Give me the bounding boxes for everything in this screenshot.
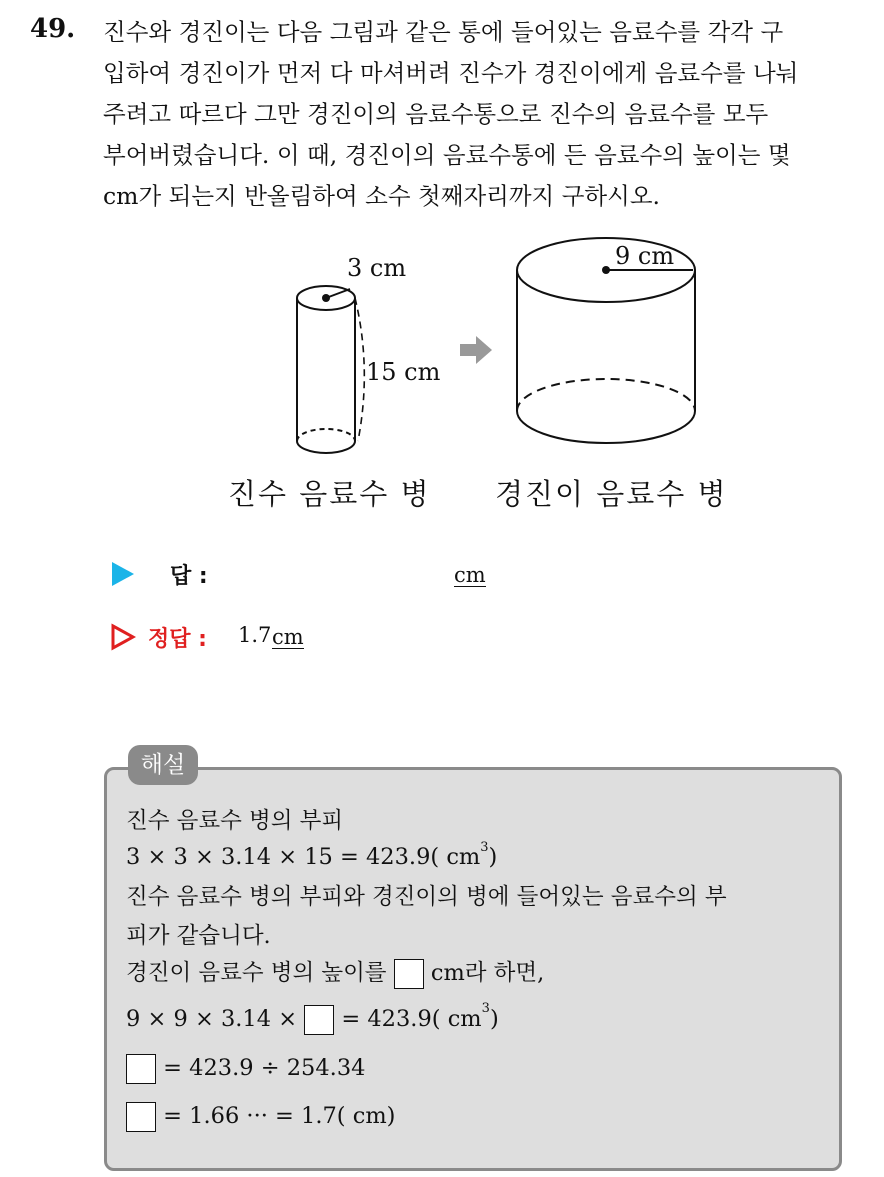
transfer-arrow-icon — [460, 336, 492, 364]
solution-line: 피가 같습니다. — [126, 923, 271, 949]
solution-text: cm라 하면, — [430, 960, 545, 986]
large-caption: 경진이 음료수 병 — [495, 477, 728, 511]
question-text — [103, 12, 863, 217]
solution-expression: = 423.9( cm — [341, 1006, 482, 1032]
blank-box — [126, 1102, 156, 1132]
solution-expression: = 1.66 ··· = 1.7( cm) — [163, 1103, 396, 1129]
correct-answer-label: 정답 : — [148, 627, 207, 652]
solution-expression: 9 × 9 × 3.14 × — [126, 1006, 298, 1032]
large-center-dot — [602, 266, 610, 274]
small-height-label: 15 cm — [366, 358, 441, 386]
solution-line — [126, 1054, 365, 1084]
solution-line — [126, 1001, 499, 1035]
solution-expression: 3 × 3 × 3.14 × 15 = 423.9( cm — [126, 844, 481, 870]
question-line: 진수와 경진이는 다음 그림과 같은 통에 들어있는 음료수를 각각 구 — [103, 18, 784, 46]
small-caption: 진수 음료수 병 — [228, 477, 431, 511]
blank-box — [126, 1054, 156, 1084]
correct-answer-value: 1.7 — [238, 623, 272, 647]
close-paren: ) — [488, 844, 498, 870]
solution-line — [126, 955, 544, 989]
solution-text: 경진이 음료수 병의 높이를 — [126, 960, 387, 986]
question-line: 주려고 따르다 그만 경진이의 음료수통으로 진수의 음료수를 모두 — [103, 100, 769, 128]
question-line: 부어버렸습니다. 이 때, 경진이의 음료수통에 든 음료수의 높이는 몇 — [103, 141, 791, 169]
question-line: 입하여 경진이가 먼저 다 마셔버려 진수가 경진이에게 음료수를 나눠 — [103, 59, 799, 87]
outline-play-icon — [110, 623, 136, 651]
small-radius-label: 3 cm — [347, 254, 407, 282]
cylinder-figure — [0, 228, 884, 528]
solution-expression: = 423.9 ÷ 254.34 — [163, 1055, 366, 1081]
blank-box — [304, 1005, 334, 1035]
close-paren: ) — [489, 1006, 499, 1032]
exponent: 3 — [480, 840, 489, 855]
question-number: 49. — [30, 14, 76, 44]
solution-line — [126, 840, 498, 870]
solution-tab: 해설 — [128, 745, 198, 785]
exponent: 3 — [481, 1001, 490, 1016]
solution-line: 진수 음료수 병의 부피와 경진이의 병에 들어있는 음료수의 부 — [126, 884, 727, 910]
small-cylinder — [297, 286, 364, 453]
play-icon — [110, 561, 136, 587]
answer-label: 답 : — [170, 564, 208, 589]
large-radius-label: 9 cm — [615, 242, 675, 270]
question-line: cm가 되는지 반올림하여 소수 첫째자리까지 구하시오. — [103, 182, 660, 210]
solution-line: 진수 음료수 병의 부피 — [126, 808, 344, 834]
correct-answer-unit: cm — [272, 625, 304, 649]
cylinders-diagram — [0, 228, 884, 528]
blank-box — [394, 959, 424, 989]
small-center-dot — [322, 294, 330, 302]
solution-line — [126, 1102, 395, 1132]
answer-unit[interactable]: cm — [454, 563, 486, 587]
